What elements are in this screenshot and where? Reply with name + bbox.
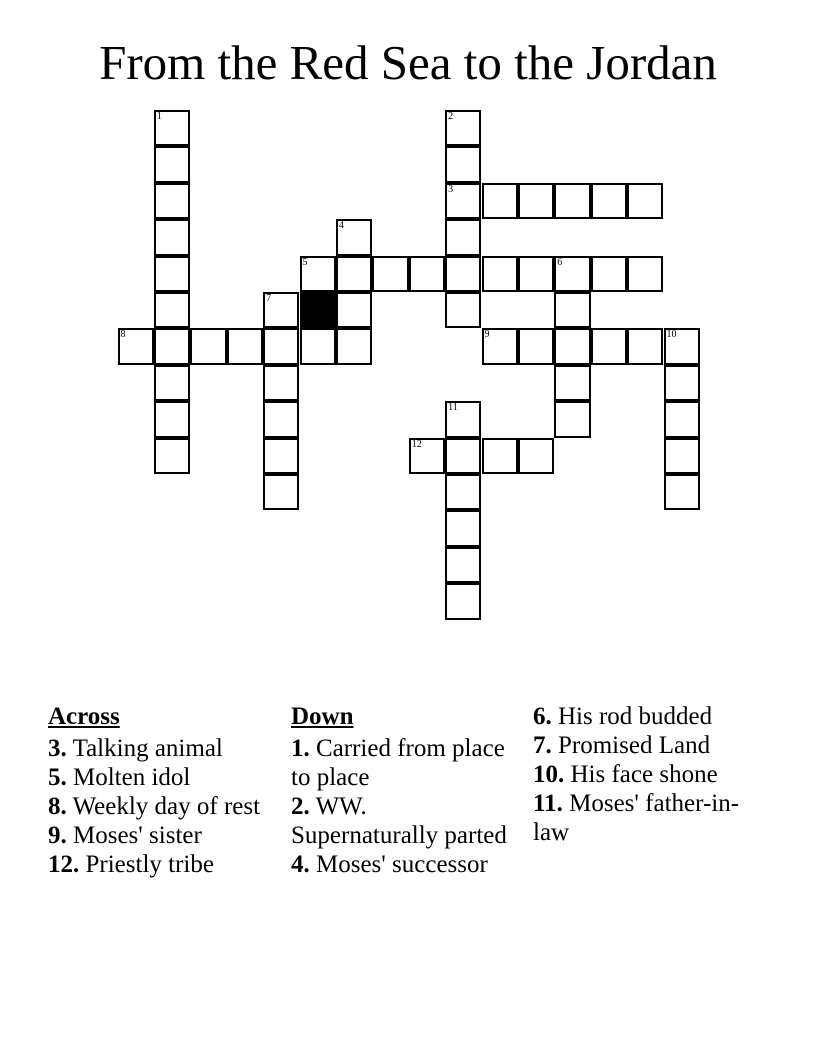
clue-down-7	[533, 731, 758, 760]
grid-cell[interactable]	[554, 401, 590, 437]
grid-cell[interactable]	[154, 328, 190, 364]
grid-cell[interactable]	[664, 438, 700, 474]
grid-cell[interactable]	[336, 328, 372, 364]
grid-cell[interactable]	[445, 401, 481, 437]
grid-cell[interactable]	[445, 146, 481, 182]
grid-cell[interactable]	[445, 256, 481, 292]
grid-cell[interactable]	[409, 438, 445, 474]
grid-cell[interactable]	[518, 183, 554, 219]
clue-down-1	[291, 734, 516, 792]
grid-cell[interactable]	[627, 256, 663, 292]
clue-text: WW. Supernaturally parted	[291, 793, 507, 849]
grid-cell[interactable]	[591, 183, 627, 219]
grid-cell[interactable]	[336, 219, 372, 255]
clue-text: His rod budded	[558, 703, 713, 730]
grid-cell[interactable]	[445, 510, 481, 546]
clue-number-label: 4	[338, 220, 344, 232]
down-heading: Down	[291, 703, 354, 730]
grid-cell[interactable]	[154, 292, 190, 328]
grid-cell[interactable]	[482, 438, 518, 474]
down-clues-continued	[533, 702, 758, 847]
grid-cell[interactable]	[154, 256, 190, 292]
grid-cell[interactable]	[154, 110, 190, 146]
grid-cell[interactable]	[227, 328, 263, 364]
clue-number: 3.	[48, 735, 67, 762]
grid-cell[interactable]	[518, 438, 554, 474]
grid-cell[interactable]	[591, 256, 627, 292]
grid-cell[interactable]	[554, 183, 590, 219]
grid-cell[interactable]	[445, 583, 481, 619]
grid-cell[interactable]	[336, 292, 372, 328]
clue-text: Talking animal	[72, 735, 223, 762]
clue-number: 9.	[48, 822, 67, 849]
grid-cell[interactable]	[154, 219, 190, 255]
grid-cell[interactable]	[263, 292, 299, 328]
grid-cell[interactable]	[445, 219, 481, 255]
clue-down-4	[291, 850, 516, 879]
clue-number: 5.	[48, 764, 67, 791]
clue-down-6	[533, 702, 758, 731]
clue-number-label: 9	[484, 329, 490, 341]
grid-cell[interactable]	[664, 365, 700, 401]
clue-number-label: 6	[557, 256, 563, 268]
clue-number-label: 12	[411, 438, 422, 450]
across-heading: Across	[48, 703, 120, 730]
clue-text: His face shone	[570, 761, 718, 788]
grid-cell[interactable]	[409, 256, 445, 292]
grid-cell[interactable]	[445, 438, 481, 474]
clue-text: Moses' father-in-law	[533, 790, 740, 846]
grid-cell[interactable]	[482, 328, 518, 364]
clue-number-label: 5	[302, 256, 308, 268]
down-clues	[291, 702, 516, 879]
grid-cell[interactable]	[263, 365, 299, 401]
clue-text: Molten idol	[73, 764, 191, 791]
grid-cell[interactable]	[664, 328, 700, 364]
grid-cell[interactable]	[263, 328, 299, 364]
grid-cell[interactable]	[263, 401, 299, 437]
grid-cell[interactable]	[482, 256, 518, 292]
grid-cell[interactable]	[300, 328, 336, 364]
black-square	[300, 292, 336, 328]
grid-cell[interactable]	[664, 474, 700, 510]
grid-cell[interactable]	[664, 401, 700, 437]
across-clues	[48, 702, 273, 879]
grid-cell[interactable]	[445, 110, 481, 146]
clue-number-label: 7	[266, 293, 272, 304]
clue-number: 8.	[48, 793, 67, 820]
clue-across-12	[48, 850, 273, 879]
clue-across-9	[48, 821, 273, 850]
clue-number: 6.	[533, 703, 552, 730]
grid-cell[interactable]	[627, 183, 663, 219]
clue-number: 11.	[533, 790, 563, 817]
clue-text: Carried from place to place	[291, 735, 505, 791]
grid-cell[interactable]	[118, 328, 154, 364]
grid-cell[interactable]	[554, 365, 590, 401]
grid-cell[interactable]	[554, 328, 590, 364]
clue-number-label: 3	[448, 183, 454, 195]
grid-cell[interactable]	[300, 256, 336, 292]
grid-cell[interactable]	[445, 547, 481, 583]
clue-across-5	[48, 763, 273, 792]
grid-cell[interactable]	[445, 292, 481, 328]
grid-cell[interactable]	[154, 401, 190, 437]
clue-down-2	[291, 792, 516, 850]
clue-text: Weekly day of rest	[72, 793, 261, 820]
grid-cell[interactable]	[627, 328, 663, 364]
grid-cell[interactable]	[263, 438, 299, 474]
clue-across-8	[48, 792, 273, 821]
grid-cell[interactable]	[445, 183, 481, 219]
grid-cell[interactable]	[190, 328, 226, 364]
grid-cell[interactable]	[482, 183, 518, 219]
grid-cell[interactable]	[591, 328, 627, 364]
grid-cell[interactable]	[154, 183, 190, 219]
grid-cell[interactable]	[154, 438, 190, 474]
clue-number: 12.	[48, 851, 80, 878]
clue-across-3	[48, 734, 273, 763]
clue-number: 4.	[291, 851, 310, 878]
clue-text: Moses' sister	[73, 822, 202, 849]
grid-cell[interactable]	[554, 256, 590, 292]
clue-number-label: 11	[448, 402, 458, 414]
grid-cell[interactable]	[554, 292, 590, 328]
clue-down-11	[533, 789, 758, 847]
clue-number-label: 1	[156, 111, 162, 122]
grid-cell[interactable]	[263, 474, 299, 510]
grid-cell[interactable]	[372, 256, 408, 292]
clue-text: Promised Land	[558, 732, 711, 759]
grid-cell[interactable]	[336, 256, 372, 292]
clue-number-label: 8	[120, 329, 126, 341]
grid-cell[interactable]	[445, 474, 481, 510]
puzzle-title: From the Red Sea to the Jordan	[99, 35, 717, 90]
clue-number: 7.	[533, 732, 552, 759]
grid-cell[interactable]	[154, 146, 190, 182]
clue-number: 2.	[291, 793, 310, 820]
clue-number: 10.	[533, 761, 565, 788]
clue-number-label: 2	[448, 111, 454, 122]
clue-number-label: 10	[666, 329, 677, 341]
grid-cell[interactable]	[518, 256, 554, 292]
clue-text: Moses' successor	[316, 851, 488, 878]
clue-down-10	[533, 760, 758, 789]
grid-cell[interactable]	[154, 365, 190, 401]
clue-text: Priestly tribe	[85, 851, 214, 878]
grid-cell[interactable]	[518, 328, 554, 364]
clue-number: 1.	[291, 735, 310, 762]
